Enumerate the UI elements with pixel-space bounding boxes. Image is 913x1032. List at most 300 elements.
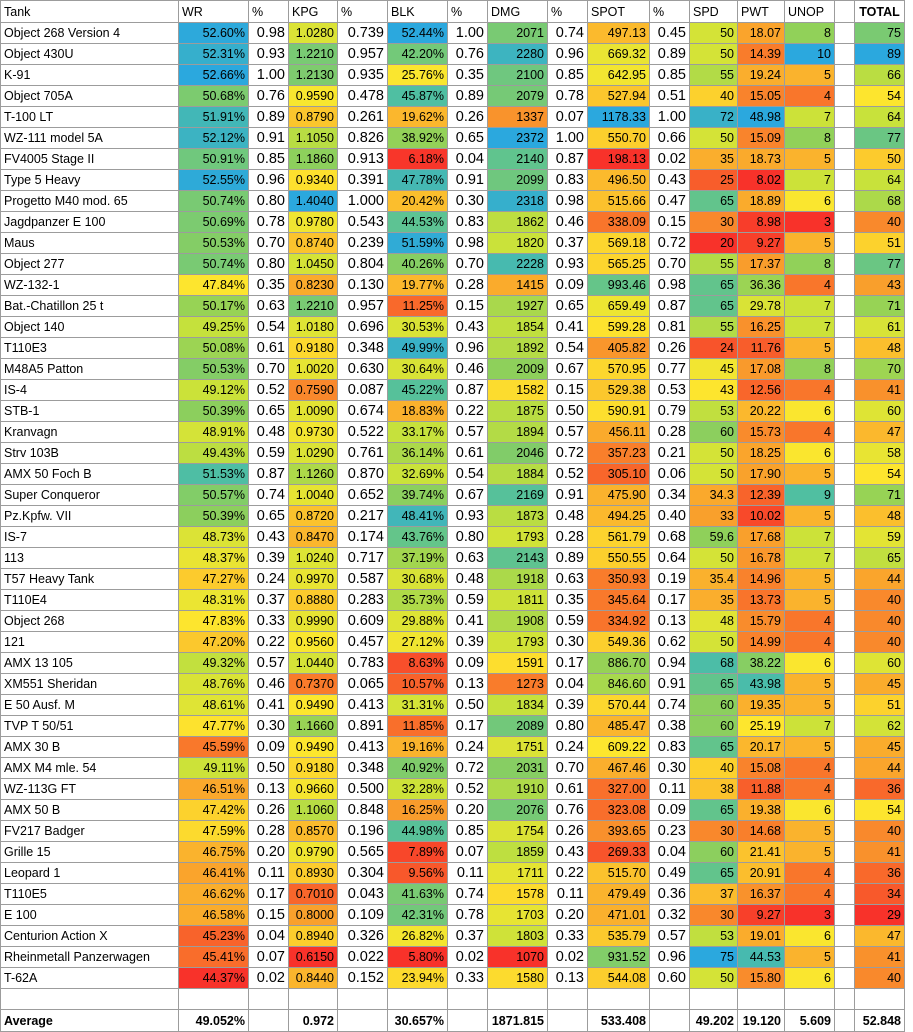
total-cell: 43 — [855, 275, 905, 296]
kpg-pct-cell: 0.348 — [338, 338, 388, 359]
kpg-pct-cell: 0.674 — [338, 401, 388, 422]
tank-name-cell: K-91 — [1, 65, 179, 86]
wr-cell: 50.74% — [179, 254, 249, 275]
spot-pct-cell: 0.28 — [650, 422, 690, 443]
pwt-cell: 44.53 — [738, 947, 785, 968]
blk-cell: 48.41% — [388, 506, 448, 527]
blank-cell — [835, 926, 855, 947]
spd-cell: 33 — [690, 506, 738, 527]
spot-pct-cell: 0.09 — [650, 800, 690, 821]
blk-pct-cell: 0.87 — [448, 380, 488, 401]
blk-cell: 8.63% — [388, 653, 448, 674]
kpg-pct-cell: 0.457 — [338, 632, 388, 653]
tank-name-cell: AMX 13 105 — [1, 653, 179, 674]
wr-pct-cell: 0.50 — [249, 758, 289, 779]
unop-cell: 7 — [785, 716, 835, 737]
blk-cell: 47.78% — [388, 170, 448, 191]
total-cell: 47 — [855, 926, 905, 947]
spd-cell: 55 — [690, 254, 738, 275]
tank-name-cell: T110E5 — [1, 884, 179, 905]
tank-name-cell: Type 5 Heavy — [1, 170, 179, 191]
table-row — [1, 254, 905, 275]
col-dmg-pct-header: % — [548, 1, 588, 23]
unop-cell: 3 — [785, 905, 835, 926]
kpg-cell: 1.0450 — [289, 254, 338, 275]
spd-cell: 24 — [690, 338, 738, 359]
wr-cell: 50.53% — [179, 233, 249, 254]
unop-cell: 5 — [785, 695, 835, 716]
tank-name-cell: Object 268 — [1, 611, 179, 632]
table-row — [1, 44, 905, 65]
total-cell: 54 — [855, 86, 905, 107]
spot-pct-cell: 0.57 — [650, 926, 690, 947]
wr-pct-cell: 0.63 — [249, 296, 289, 317]
col-blk-pct-header: % — [448, 1, 488, 23]
total-cell: 47 — [855, 422, 905, 443]
dmg-cell: 1927 — [488, 296, 548, 317]
spot-pct-cell: 0.85 — [650, 65, 690, 86]
kpg-cell: 0.8570 — [289, 821, 338, 842]
blank-cell — [835, 716, 855, 737]
blank-cell — [835, 86, 855, 107]
dmg-pct-cell: 0.20 — [548, 905, 588, 926]
unop-cell: 5 — [785, 338, 835, 359]
blk-cell: 9.56% — [388, 863, 448, 884]
blk-pct-cell: 1.00 — [448, 23, 488, 44]
blk-pct-cell: 0.20 — [448, 800, 488, 821]
blk-cell: 10.57% — [388, 674, 448, 695]
unop-cell: 8 — [785, 359, 835, 380]
wr-cell: 49.11% — [179, 758, 249, 779]
spot-cell: 993.46 — [588, 275, 650, 296]
unop-cell: 8 — [785, 254, 835, 275]
kpg-cell: 1.1660 — [289, 716, 338, 737]
blank-cell — [835, 65, 855, 86]
unop-cell: 4 — [785, 758, 835, 779]
dmg-pct-cell: 0.46 — [548, 212, 588, 233]
blk-cell: 11.85% — [388, 716, 448, 737]
wr-cell: 52.12% — [179, 128, 249, 149]
spot-cell: 590.91 — [588, 401, 650, 422]
spd-cell: 40 — [690, 86, 738, 107]
spot-pct-cell: 0.64 — [650, 548, 690, 569]
blank-cell — [835, 296, 855, 317]
table-row — [1, 905, 905, 926]
total-cell: 45 — [855, 674, 905, 695]
unop-cell: 4 — [785, 863, 835, 884]
spot-cell: 479.49 — [588, 884, 650, 905]
empty-cell — [785, 989, 835, 1010]
wr-pct-cell: 0.93 — [249, 44, 289, 65]
table-body — [1, 1, 905, 1032]
unop-cell: 7 — [785, 170, 835, 191]
dmg-cell: 1793 — [488, 527, 548, 548]
kpg-pct-cell: 0.087 — [338, 380, 388, 401]
spot-pct-cell: 0.70 — [650, 254, 690, 275]
kpg-pct-cell: 0.935 — [338, 65, 388, 86]
dmg-cell: 2089 — [488, 716, 548, 737]
kpg-pct-cell: 0.196 — [338, 821, 388, 842]
unop-cell: 8 — [785, 128, 835, 149]
dmg-pct-cell: 0.67 — [548, 359, 588, 380]
empty-cell — [650, 989, 690, 1010]
dmg-cell: 1793 — [488, 632, 548, 653]
pwt-cell: 25.19 — [738, 716, 785, 737]
kpg-cell: 1.1060 — [289, 800, 338, 821]
unop-cell: 6 — [785, 926, 835, 947]
pwt-cell: 14.96 — [738, 569, 785, 590]
tank-name-cell: FV4005 Stage II — [1, 149, 179, 170]
kpg-pct-cell: 0.913 — [338, 149, 388, 170]
table-row — [1, 464, 905, 485]
wr-cell: 48.61% — [179, 695, 249, 716]
blk-cell: 43.76% — [388, 527, 448, 548]
wr-pct-cell: 0.07 — [249, 947, 289, 968]
total-cell: 41 — [855, 842, 905, 863]
dmg-pct-cell: 0.50 — [548, 401, 588, 422]
spot-pct-cell: 0.87 — [650, 296, 690, 317]
blk-pct-cell: 0.35 — [448, 65, 488, 86]
blk-cell: 30.68% — [388, 569, 448, 590]
wr-pct-cell: 0.11 — [249, 863, 289, 884]
table-row — [1, 506, 905, 527]
kpg-cell: 0.8000 — [289, 905, 338, 926]
unop-cell: 5 — [785, 590, 835, 611]
total-cell: 41 — [855, 947, 905, 968]
blank-cell — [835, 422, 855, 443]
table-row — [1, 842, 905, 863]
kpg-cell: 0.9340 — [289, 170, 338, 191]
blk-pct-cell: 0.07 — [448, 842, 488, 863]
tank-name-cell: Object 268 Version 4 — [1, 23, 179, 44]
blank-cell — [835, 863, 855, 884]
blk-cell: 30.64% — [388, 359, 448, 380]
dmg-cell: 1273 — [488, 674, 548, 695]
spot-cell: 550.70 — [588, 128, 650, 149]
spot-cell: 496.50 — [588, 170, 650, 191]
blank-cell — [835, 884, 855, 905]
blank-cell — [835, 485, 855, 506]
kpg-pct-cell: 0.283 — [338, 590, 388, 611]
total-cell: 34 — [855, 884, 905, 905]
dmg-pct-cell: 0.33 — [548, 926, 588, 947]
blank-cell — [835, 149, 855, 170]
empty-cell — [855, 989, 905, 1010]
wr-cell: 47.83% — [179, 611, 249, 632]
kpg-cell: 0.9780 — [289, 212, 338, 233]
blk-cell: 37.19% — [388, 548, 448, 569]
pwt-cell: 15.09 — [738, 128, 785, 149]
pwt-cell: 9.27 — [738, 233, 785, 254]
wr-pct-cell: 0.89 — [249, 107, 289, 128]
spot-pct-cell: 0.53 — [650, 380, 690, 401]
kpg-cell: 0.9180 — [289, 338, 338, 359]
dmg-cell: 1803 — [488, 926, 548, 947]
wr-pct-cell: 0.35 — [249, 275, 289, 296]
wr-pct-cell: 0.70 — [249, 359, 289, 380]
kpg-cell: 0.9660 — [289, 779, 338, 800]
dmg-cell: 1703 — [488, 905, 548, 926]
wr-pct-cell: 0.48 — [249, 422, 289, 443]
total-cell: 61 — [855, 317, 905, 338]
spd-cell: 50 — [690, 632, 738, 653]
kpg-cell: 0.9730 — [289, 422, 338, 443]
wr-pct-cell: 0.37 — [249, 590, 289, 611]
kpg-pct-cell: 0.130 — [338, 275, 388, 296]
unop-cell: 3 — [785, 212, 835, 233]
dmg-pct-cell: 0.83 — [548, 170, 588, 191]
spd-cell: 43 — [690, 380, 738, 401]
kpg-pct-cell: 0.761 — [338, 443, 388, 464]
kpg-pct-cell: 0.891 — [338, 716, 388, 737]
blk-pct-cell: 0.78 — [448, 905, 488, 926]
empty-cell — [448, 1010, 488, 1032]
blk-pct-cell: 0.80 — [448, 527, 488, 548]
spot-cell: 931.52 — [588, 947, 650, 968]
col-wr-header: WR — [179, 1, 249, 23]
blank-cell — [835, 695, 855, 716]
dmg-pct-cell: 0.02 — [548, 947, 588, 968]
spd-cell: 65 — [690, 275, 738, 296]
blank-cell — [835, 338, 855, 359]
blk-cell: 38.92% — [388, 128, 448, 149]
unop-cell: 6 — [785, 653, 835, 674]
empty-cell — [249, 989, 289, 1010]
blk-pct-cell: 0.22 — [448, 401, 488, 422]
wr-pct-cell: 0.28 — [249, 821, 289, 842]
blk-pct-cell: 0.17 — [448, 716, 488, 737]
blk-pct-cell: 0.43 — [448, 317, 488, 338]
wr-cell: 50.57% — [179, 485, 249, 506]
table-row — [1, 191, 905, 212]
spd-cell: 72 — [690, 107, 738, 128]
blk-pct-cell: 0.28 — [448, 275, 488, 296]
dmg-pct-cell: 0.11 — [548, 884, 588, 905]
wr-cell: 49.25% — [179, 317, 249, 338]
pwt-cell: 36.36 — [738, 275, 785, 296]
table-row — [1, 821, 905, 842]
blk-pct-cell: 0.48 — [448, 569, 488, 590]
wr-pct-cell: 0.04 — [249, 926, 289, 947]
dmg-cell: 2009 — [488, 359, 548, 380]
wr-cell: 52.31% — [179, 44, 249, 65]
dmg-cell: 1873 — [488, 506, 548, 527]
unop-cell: 4 — [785, 884, 835, 905]
pwt-cell: 19.35 — [738, 695, 785, 716]
blk-cell: 20.42% — [388, 191, 448, 212]
wr-pct-cell: 0.24 — [249, 569, 289, 590]
spot-cell: 642.95 — [588, 65, 650, 86]
blk-cell: 41.63% — [388, 884, 448, 905]
kpg-pct-cell: 0.174 — [338, 527, 388, 548]
kpg-cell: 1.0040 — [289, 485, 338, 506]
blk-cell: 44.53% — [388, 212, 448, 233]
spot-pct-cell: 0.21 — [650, 443, 690, 464]
blk-pct-cell: 0.72 — [448, 758, 488, 779]
wr-pct-cell: 0.98 — [249, 23, 289, 44]
pwt-cell: 17.08 — [738, 359, 785, 380]
table-row — [1, 485, 905, 506]
tank-name-cell: WZ-113G FT — [1, 779, 179, 800]
spot-cell: 456.11 — [588, 422, 650, 443]
kpg-pct-cell: 0.543 — [338, 212, 388, 233]
table-row — [1, 338, 905, 359]
total-cell: 54 — [855, 464, 905, 485]
spd-cell: 55 — [690, 65, 738, 86]
spot-pct-cell: 0.34 — [650, 485, 690, 506]
spot-cell: 886.70 — [588, 653, 650, 674]
kpg-pct-cell: 0.326 — [338, 926, 388, 947]
spd-cell: 65 — [690, 863, 738, 884]
wr-cell: 49.12% — [179, 380, 249, 401]
empty-cell — [179, 989, 249, 1010]
table-row — [1, 548, 905, 569]
spd-cell: 65 — [690, 296, 738, 317]
kpg-pct-cell: 0.217 — [338, 506, 388, 527]
kpg-pct-cell: 0.739 — [338, 23, 388, 44]
blank-cell — [835, 317, 855, 338]
wr-pct-cell: 0.54 — [249, 317, 289, 338]
dmg-cell: 1751 — [488, 737, 548, 758]
spot-cell: 1178.33 — [588, 107, 650, 128]
table-row — [1, 128, 905, 149]
dmg-pct-cell: 0.65 — [548, 296, 588, 317]
kpg-pct-cell: 0.804 — [338, 254, 388, 275]
spd-cell: 35.4 — [690, 569, 738, 590]
dmg-pct-cell: 0.87 — [548, 149, 588, 170]
spd-cell: 50 — [690, 44, 738, 65]
spot-cell: 497.13 — [588, 23, 650, 44]
tank-name-cell: Rheinmetall Panzerwagen — [1, 947, 179, 968]
spd-cell: 55 — [690, 317, 738, 338]
table-row — [1, 65, 905, 86]
dmg-pct-cell: 0.57 — [548, 422, 588, 443]
spot-pct-cell: 0.04 — [650, 842, 690, 863]
total-cell: 64 — [855, 107, 905, 128]
spot-pct-cell: 0.51 — [650, 86, 690, 107]
blk-pct-cell: 0.04 — [448, 149, 488, 170]
kpg-cell: 0.9180 — [289, 758, 338, 779]
blk-cell: 32.69% — [388, 464, 448, 485]
blk-cell: 27.12% — [388, 632, 448, 653]
spd-cell: 34.3 — [690, 485, 738, 506]
average-row — [1, 1010, 905, 1032]
empty-cell — [289, 989, 338, 1010]
unop-cell: 7 — [785, 317, 835, 338]
dmg-pct-cell: 0.78 — [548, 86, 588, 107]
kpg-pct-cell: 0.239 — [338, 233, 388, 254]
unop-cell: 4 — [785, 380, 835, 401]
empty-cell — [548, 1010, 588, 1032]
blk-pct-cell: 0.83 — [448, 212, 488, 233]
empty-cell — [448, 989, 488, 1010]
wr-cell: 51.53% — [179, 464, 249, 485]
spot-cell: 405.82 — [588, 338, 650, 359]
blank-cell — [835, 443, 855, 464]
blank-cell — [835, 107, 855, 128]
wr-cell: 47.77% — [179, 716, 249, 737]
unop-cell: 4 — [785, 86, 835, 107]
kpg-pct-cell: 0.957 — [338, 296, 388, 317]
blk-cell: 52.44% — [388, 23, 448, 44]
dmg-cell: 2100 — [488, 65, 548, 86]
dmg-cell: 2099 — [488, 170, 548, 191]
spot-cell: 565.25 — [588, 254, 650, 275]
dmg-cell: 1591 — [488, 653, 548, 674]
dmg-cell: 1875 — [488, 401, 548, 422]
blank-cell — [835, 464, 855, 485]
dmg-cell: 2318 — [488, 191, 548, 212]
tank-name-cell: Object 277 — [1, 254, 179, 275]
kpg-cell: 0.9970 — [289, 569, 338, 590]
blk-cell: 6.18% — [388, 149, 448, 170]
blk-pct-cell: 0.61 — [448, 443, 488, 464]
kpg-cell: 1.0090 — [289, 401, 338, 422]
dmg-cell: 1834 — [488, 695, 548, 716]
spd-cell: 35 — [690, 149, 738, 170]
pwt-cell: 43.98 — [738, 674, 785, 695]
kpg-cell: 0.8790 — [289, 107, 338, 128]
tank-name-cell: T110E3 — [1, 338, 179, 359]
kpg-cell: 0.7590 — [289, 380, 338, 401]
pwt-cell: 17.37 — [738, 254, 785, 275]
dmg-pct-cell: 0.24 — [548, 737, 588, 758]
kpg-pct-cell: 0.065 — [338, 674, 388, 695]
total-cell: 60 — [855, 653, 905, 674]
wr-pct-cell: 0.30 — [249, 716, 289, 737]
spot-cell: 544.08 — [588, 968, 650, 989]
empty-cell — [548, 989, 588, 1010]
col-dmg-header: DMG — [488, 1, 548, 23]
dmg-cell: 2031 — [488, 758, 548, 779]
total-cell: 40 — [855, 212, 905, 233]
blank-cell — [835, 737, 855, 758]
blank-cell — [835, 44, 855, 65]
wr-cell: 50.91% — [179, 149, 249, 170]
total-cell: 60 — [855, 401, 905, 422]
blk-cell: 16.25% — [388, 800, 448, 821]
dmg-pct-cell: 0.89 — [548, 548, 588, 569]
blk-cell: 35.73% — [388, 590, 448, 611]
wr-cell: 50.17% — [179, 296, 249, 317]
kpg-cell: 1.0440 — [289, 653, 338, 674]
spot-cell: 515.70 — [588, 863, 650, 884]
blk-pct-cell: 0.37 — [448, 926, 488, 947]
col-kpg-header: KPG — [289, 1, 338, 23]
table-row — [1, 23, 905, 44]
wr-pct-cell: 0.20 — [249, 842, 289, 863]
pwt-cell: 20.91 — [738, 863, 785, 884]
tank-name-cell: Leopard 1 — [1, 863, 179, 884]
unop-cell: 5 — [785, 737, 835, 758]
total-cell: 64 — [855, 170, 905, 191]
blk-cell: 7.89% — [388, 842, 448, 863]
blk-pct-cell: 0.15 — [448, 296, 488, 317]
pwt-cell: 17.90 — [738, 464, 785, 485]
wr-cell: 47.59% — [179, 821, 249, 842]
wr-cell: 46.41% — [179, 863, 249, 884]
pwt-cell: 16.37 — [738, 884, 785, 905]
blank-cell — [835, 191, 855, 212]
kpg-pct-cell: 0.348 — [338, 758, 388, 779]
pwt-cell: 20.17 — [738, 737, 785, 758]
kpg-cell: 0.9490 — [289, 695, 338, 716]
spacer-row — [1, 989, 905, 1010]
spot-cell: 393.65 — [588, 821, 650, 842]
blk-cell: 31.31% — [388, 695, 448, 716]
unop-cell: 6 — [785, 443, 835, 464]
dmg-pct-cell: 0.54 — [548, 338, 588, 359]
